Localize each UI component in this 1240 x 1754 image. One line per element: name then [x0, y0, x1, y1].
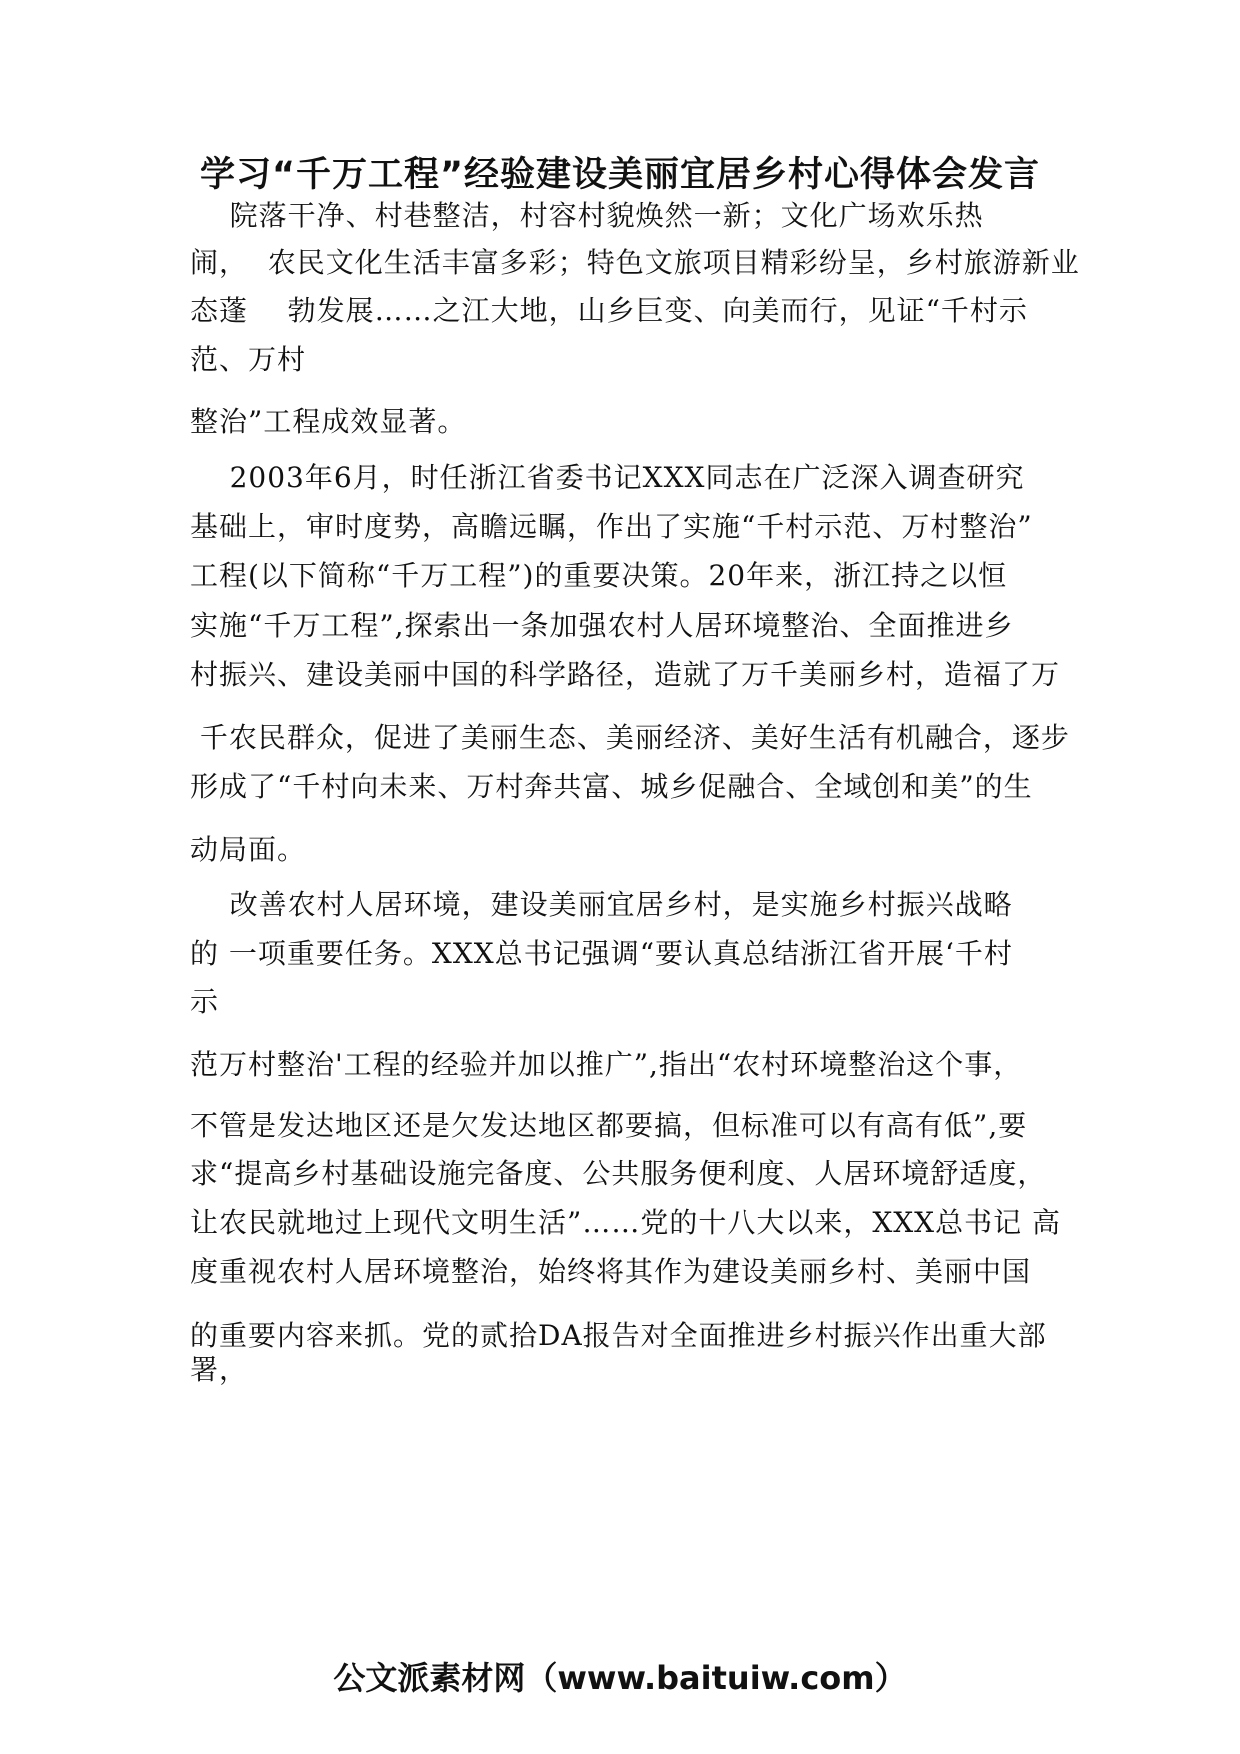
body-line: 的 一项重要任务。XXX总书记强调“要认真总结浙江省开展‘千村: [190, 937, 1013, 970]
body-line: 度重视农村人居环境整治，始终将其作为建设美丽乡村、美丽中国: [190, 1255, 1032, 1288]
body-line: 2003年6月，时任浙江省委书记XXX同志在广泛深入调查研究: [190, 461, 1025, 494]
body-line: 千农民群众，促进了美丽生态、美丽经济、美好生活有机融合，逐步: [190, 721, 1070, 754]
body-line: 示: [190, 985, 220, 1018]
body-line: 范万村整治'工程的经验并加以推广”,指出“农村环境整治这个事，: [190, 1048, 1023, 1081]
body-line: 改善农村人居环境，建设美丽宜居乡村，是实施乡村振兴战略: [190, 888, 1013, 921]
footer-watermark: 公文派素材网（www.baituiw.com）: [333, 1659, 907, 1697]
document-title: 学习“千万工程”经验建设美丽宜居乡村心得体会发言: [199, 155, 1040, 195]
body-line: 的重要内容来抓。党的贰拾DA报告对全面推进乡村振兴作出重大部: [190, 1319, 1047, 1352]
body-line: 整治”工程成效显著。: [190, 405, 467, 438]
body-line: 实施“千万工程”,探索出一条加强农村人居环境整治、全面推进乡: [190, 609, 1014, 642]
body-line: 动局面。: [190, 833, 307, 866]
body-line: 态蓬 勃发展……之江大地，山乡巨变、向美而行，见证“千村示: [190, 294, 1028, 327]
body-line: 形成了“千村向未来、万村奔共富、城乡促融合、全域创和美”的生: [190, 770, 1033, 803]
body-line: 村振兴、建设美丽中国的科学路径，造就了万千美丽乡村，造福了万: [190, 658, 1061, 691]
body-line: 闹， 农民文化生活丰富多彩；特色文旅项目精彩纷呈，乡村旅游新业: [190, 246, 1080, 279]
body-line: 范、万村: [190, 343, 307, 376]
body-line: 让农民就地过上现代文明生活”……党的十八大以来，XXX总书记 高: [190, 1206, 1062, 1239]
body-line: 工程(以下简称“千万工程”)的重要决策。20年来，浙江持之以恒: [190, 559, 1008, 592]
body-line: 求“提高乡村基础设施完备度、公共服务便利度、人居环境舒适度，: [190, 1157, 1047, 1190]
body-line: 基础上，审时度势，高瞻远瞩，作出了实施“千村示范、万村整治”: [190, 510, 1033, 543]
body-line: 院落干净、村巷整洁，村容村貌焕然一新；文化广场欢乐热: [190, 199, 984, 232]
body-line: 署，: [190, 1353, 249, 1386]
body-line: 不管是发达地区还是欠发达地区都要搞，但标准可以有高有低”,要: [190, 1109, 1028, 1142]
